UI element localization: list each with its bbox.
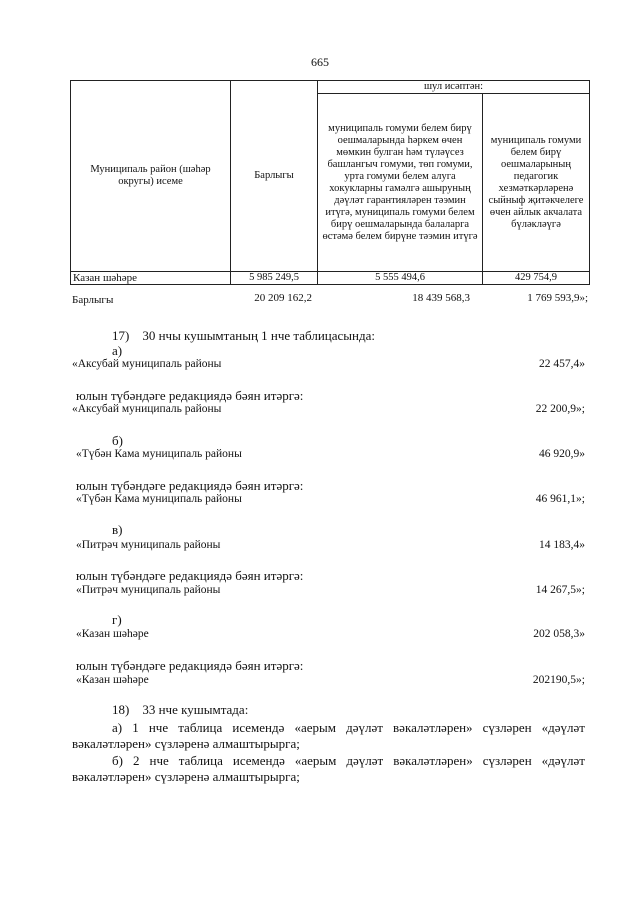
- item-v-label: в): [112, 522, 123, 537]
- item-g-old-name: «Казан шәһәре: [76, 628, 149, 640]
- item-a-label: а): [112, 343, 123, 358]
- item-v-new-value: 14 267,5»;: [535, 584, 585, 596]
- replace-phrase-a: юлын түбәндәге редакциядә бәян итәргә:: [76, 388, 304, 403]
- section-17-heading: 17) 30 нчы кушымтаның 1 нче таблицасында:: [112, 328, 375, 343]
- row-value-1: 5 555 494,6: [318, 272, 483, 285]
- row-value-2: 429 754,9: [483, 272, 590, 285]
- item-v-old-value: 14 183,4»: [539, 539, 585, 551]
- section-18-a-line1: а) 1 нче таблица исемендә «аерым дәүләт вәкаләтләрен» сүзләрен «дәүләт: [112, 720, 585, 735]
- item-g-label: г): [112, 612, 122, 627]
- item-v-old-name: «Питрәч муниципаль районы: [76, 539, 221, 551]
- item-a-old-value: 22 457,4»: [539, 358, 585, 370]
- item-b-new-value: 46 961,1»;: [535, 493, 585, 505]
- item-a-old-name: «Аксубай муниципаль районы: [72, 358, 222, 370]
- item-a-new-value: 22 200,9»;: [535, 403, 585, 415]
- col-header-class-teacher-bonus: муниципаль гомуми белем бирү оешмаларының педагогик хезмәткәрләренә сыйныф җитәкчелеге өчен айлык акчалата бүләкләүгә: [483, 94, 590, 272]
- col-header-group: шул исәптән:: [318, 81, 590, 94]
- appendix-table: [70, 80, 590, 285]
- row-name: Казан шәһәре: [71, 272, 231, 285]
- table-row: [71, 272, 590, 285]
- totals-value-1: 18 439 568,3: [412, 292, 470, 304]
- item-b-old-name: «Түбән Кама муниципаль районы: [76, 448, 242, 460]
- col-header-general-education: муниципаль гомуми белем бирү оешмаларында һәркем өчен мөмкин булган һәм түләүсез башлангыч гомуми, төп гомуми, урта гомуми белем алуга хокукларны гамәлгә ашыруның дәүләт гарантияләрен тәэмин итүгә, муниципаль гомуми белем бирү оешмаларында балаларга өстәмә белем бирүне тәэмин итүгә: [318, 94, 483, 272]
- replace-phrase-g: юлын түбәндәге редакциядә бәян итәргә:: [76, 658, 304, 673]
- item-v-new-name: «Питрәч муниципаль районы: [76, 584, 221, 596]
- section-18-b-line2: вәкаләтләрен» сүзләренә алмаштырырга;: [72, 769, 300, 784]
- col-header-district: Муниципаль район (шәһәр округы) исеме: [71, 81, 231, 272]
- replace-phrase-v: юлын түбәндәге редакциядә бәян итәргә:: [76, 568, 304, 583]
- item-b-new-name: «Түбән Кама муниципаль районы: [76, 493, 242, 505]
- section-18-b-line1: б) 2 нче таблица исемендә «аерым дәүләт вәкаләтләрен» сүзләрен «дәүләт: [112, 753, 585, 768]
- item-g-new-name: «Казан шәһәре: [76, 674, 149, 686]
- item-a-new-name: «Аксубай муниципаль районы: [72, 403, 222, 415]
- item-g-new-value: 202190,5»;: [532, 674, 585, 686]
- item-b-label: б): [112, 433, 123, 448]
- col-header-total: Барлыгы: [231, 81, 318, 272]
- totals-value-2: 1 769 593,9»;: [527, 292, 588, 304]
- section-18-heading: 18) 33 нче кушымтада:: [112, 702, 249, 717]
- totals-total: 20 209 162,2: [254, 292, 312, 304]
- section-18-a-line2: вәкаләтләрен» сүзләренә алмаштырырга;: [72, 736, 300, 751]
- item-b-old-value: 46 920,9»: [539, 448, 585, 460]
- row-total: 5 985 249,5: [231, 272, 318, 285]
- totals-label: Барлыгы: [72, 294, 114, 306]
- page-number: 665: [311, 55, 329, 69]
- item-g-old-value: 202 058,3»: [533, 628, 585, 640]
- replace-phrase-b: юлын түбәндәге редакциядә бәян итәргә:: [76, 478, 304, 493]
